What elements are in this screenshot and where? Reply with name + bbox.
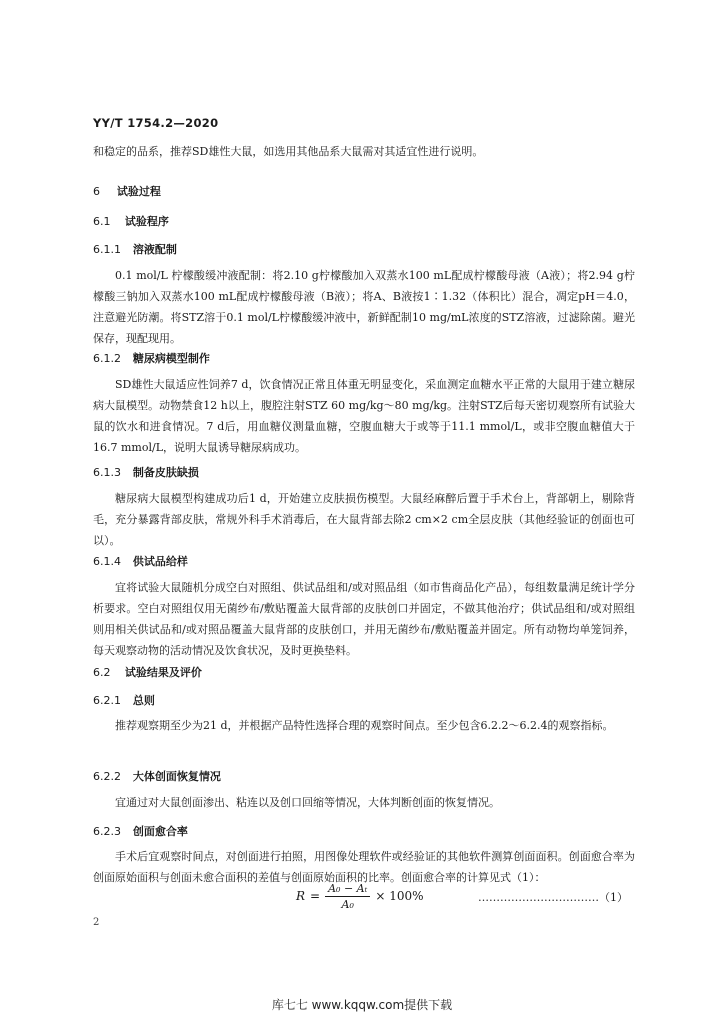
section-number: 6.1.2 — [93, 352, 121, 365]
section-title: 试验过程 — [116, 185, 161, 198]
section-6-1-3-heading — [93, 464, 199, 480]
page-number: 2 — [93, 917, 100, 928]
section-6-1-heading — [93, 213, 169, 229]
section-number: 6.1 — [93, 215, 111, 228]
section-number: 6.2 — [93, 666, 111, 679]
footer-download-note: 库七七 www.kqqw.com提供下载 — [271, 998, 453, 1012]
section-6-1-4-body: 宜将试验大鼠随机分成空白对照组、供试品组和/或对照品组（如市售商品化产品），每组数量满足统计学分析要求。空白对照组仅用无菌纱布/敷贴覆盖大鼠背部的皮肤创口并固定，不做其他治疗；供试品组和/或对照组则用相关供试品和/或对照品覆盖大鼠背部的皮肤创口，并用无菌纱布/敷贴覆盖并固定。所有动物均单笼饲养，每天观察动物的活动情况及饮食状况，及时更换垫料。 — [93, 581, 635, 657]
formula-number: ……………………………（1） — [478, 891, 628, 904]
section-number: 6.2.1 — [93, 694, 121, 707]
section-number: 6.1.4 — [93, 555, 121, 568]
section-6-2-3-body: 手术后宜观察时间点，对创面进行拍照，用图像处理软件或经验证的其他软件测算创面面积。创面愈合率为创面原始面积与创面未愈合面积的差值与创面原始面积的比率。创面愈合率的计算见式（1）： — [93, 850, 635, 884]
intro-paragraph: 和稳定的品系，推荐SD雄性大鼠，如选用其他品系大鼠需对其适宜性进行说明。 — [93, 145, 484, 158]
standard-code: YY/T 1754.2—2020 — [93, 116, 219, 130]
section-number: 6.2.3 — [93, 825, 121, 838]
formula-denominator: A₀ — [341, 897, 354, 911]
section-6-1-1-body: 0.1 mol/L 柠檬酸缓冲液配制：将2.10 g柠檬酸加入双蒸水100 mL配成柠檬酸母液（A液）；将2.94 g柠檬酸三钠加入双蒸水100 mL配成柠檬酸母液（B液）；将A、B液按1∶1.32（体积比）混合，凋定pH＝4.0，注意避光防潮。将STZ溶于0.1 mol/L柠檬酸缓冲液中，新鲜配制10 mg/mL浓度的STZ溶液，过滤除菌。避光保存，现配现用。 — [93, 269, 635, 345]
section-6-1-2-body: SD雄性大鼠适应性饲养7 d，饮食情况正常且体重无明显变化，采血测定血糖水平正常的大鼠用于建立糖尿病大鼠模型。动物禁食12 h以上，腹腔注射STZ 60 mg/kg～80 mg/kg。注射STZ后每天密切观察所有试验大鼠的饮水和进食情况。7 d后，用血糖仪测量血糖，空腹血糖大于或等于11.1 mmol/L，或非空腹血糖值大于16.7 mmol/L，说明大鼠诱导糖尿病成功。 — [93, 378, 635, 454]
section-6-2-2-heading — [93, 768, 221, 784]
formula-fraction — [325, 882, 370, 911]
section-6-2-heading — [93, 664, 202, 680]
section-6-heading — [93, 183, 161, 199]
formula-numerator: A₀ − Aₜ — [325, 882, 370, 897]
section-6-2-3-heading — [93, 823, 188, 839]
section-6-2-2-body: 宜通过对大鼠创面渗出、粘连以及创口回缩等情况，大体判断创面的恢复情况。 — [115, 796, 500, 809]
section-number: 6.1.1 — [93, 243, 121, 256]
section-6-2-1-heading — [93, 692, 155, 708]
section-number: 6.2.2 — [93, 770, 121, 783]
section-6-2-1-body: 推荐观察期至少为21 d，并根据产品特性选择合理的观察时间点。至少包含6.2.2～6.2.4的观察指标。 — [115, 719, 614, 732]
section-6-1-3-body: 糖尿病大鼠模型构建成功后1 d，开始建立皮肤损伤模型。大鼠经麻醉后置于手术台上，背部朝上，剔除背毛，充分暴露背部皮肤，常规外科手术消毒后，在大鼠背部去除2 cm×2 cm全层皮肤（其他经验证的创面也可以）。 — [93, 492, 635, 547]
formula-equals: = — [310, 889, 321, 903]
formula-lhs: R — [296, 889, 306, 903]
section-6-1-1-heading — [93, 241, 177, 257]
section-title: 制备皮肤缺损 — [132, 466, 199, 479]
section-title: 糖尿病模型制作 — [132, 352, 210, 365]
section-title: 大体创面恢复情况 — [132, 770, 221, 783]
formula-suffix: × 100% — [375, 889, 424, 903]
section-number: 6.1.3 — [93, 466, 121, 479]
section-6-1-2-heading — [93, 350, 210, 366]
section-title: 创面愈合率 — [132, 825, 188, 838]
section-title: 试验结果及评价 — [124, 666, 202, 679]
section-number: 6 — [93, 185, 100, 198]
section-title: 总则 — [132, 694, 155, 707]
healing-rate-formula — [296, 876, 424, 916]
section-title: 溶液配制 — [132, 243, 177, 256]
section-title: 供试品给样 — [132, 555, 188, 568]
section-6-1-4-heading — [93, 553, 188, 569]
section-title: 试验程序 — [124, 215, 169, 228]
